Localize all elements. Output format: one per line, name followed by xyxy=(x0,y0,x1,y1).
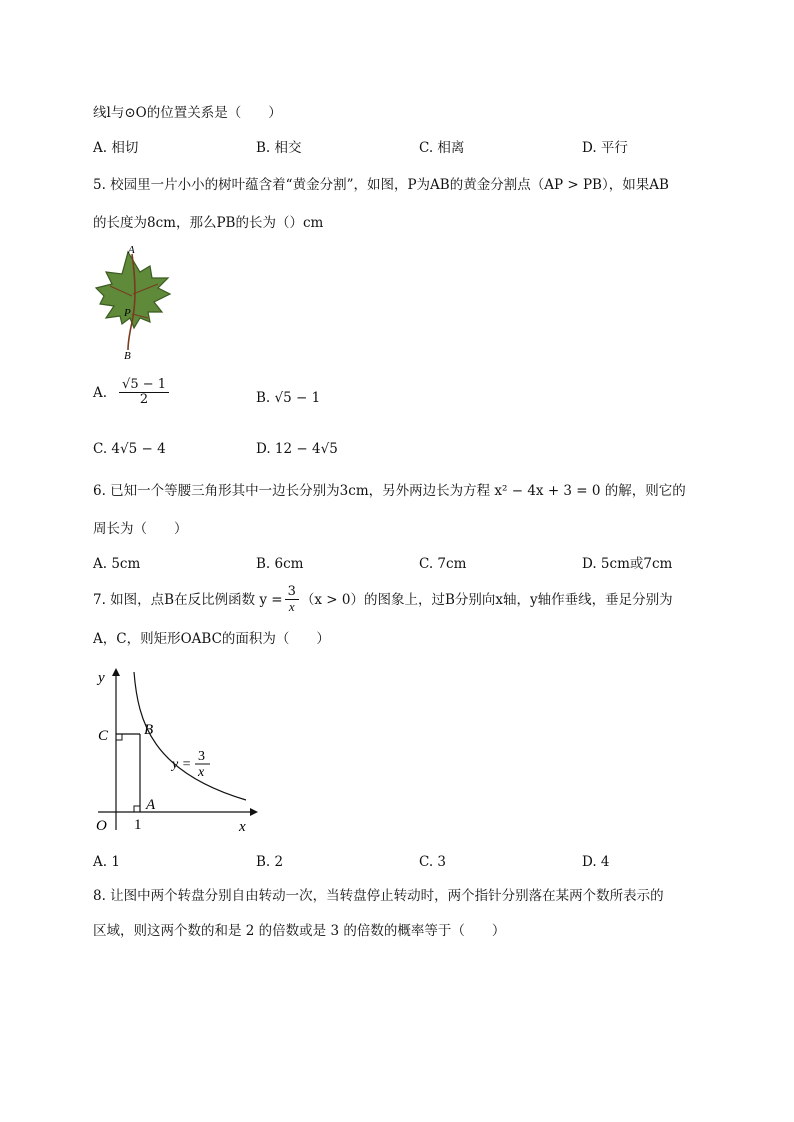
q5-option-a-numerator: √5 − 1 xyxy=(119,378,169,393)
q7-label-y: y xyxy=(98,670,105,686)
q7-curve-frac-den: x xyxy=(198,765,205,780)
q7-fraction-denominator: x xyxy=(288,599,295,615)
q4-option-a: A. 相切 xyxy=(93,140,139,156)
q7-option-d: D. 4 xyxy=(582,854,610,870)
leaf-label-b: B xyxy=(124,350,131,362)
q7-label-c: C xyxy=(98,728,109,744)
q7-label-a: A xyxy=(146,797,156,813)
q7-curve-frac-num: 3 xyxy=(198,749,205,764)
q7-stem-fraction xyxy=(285,585,299,615)
q7-label-b: B xyxy=(144,722,154,738)
q7-fraction-numerator: 3 xyxy=(285,585,299,600)
q4-option-b: B. 相交 xyxy=(256,140,302,156)
leaf-figure xyxy=(92,242,176,362)
q7-right-angle-c xyxy=(116,734,122,740)
q5-option-a-fraction xyxy=(119,378,169,408)
q7-stem-suffix: （x > 0）的图象上，过B分别向x轴，y轴作垂线，垂足分别为 xyxy=(300,591,673,608)
q7-label-one: 1 xyxy=(134,817,142,833)
q5-option-d: D. 12 − 4√5 xyxy=(256,441,338,457)
q6-option-b: B. 6cm xyxy=(256,556,304,572)
q5-stem-line2: 的长度为8cm，那么PB的长为（）cm xyxy=(93,215,324,231)
q6-stem-line2: 周长为（ ） xyxy=(93,521,188,537)
q7-right-angle-a xyxy=(134,806,140,812)
leaf-label-p: P xyxy=(124,307,131,319)
q5-option-a-denominator: 2 xyxy=(139,392,149,408)
q6-option-c: C. 7cm xyxy=(419,556,467,572)
q7-stem-line2: A，C，则矩形OABC的面积为（ ） xyxy=(93,631,330,647)
q7-option-b: B. 2 xyxy=(256,854,284,870)
q5-option-b: B. √5 − 1 xyxy=(256,390,321,406)
q7-x-arrow xyxy=(250,808,258,816)
q7-y-arrow xyxy=(112,668,120,676)
q5-option-c: C. 4√5 − 4 xyxy=(93,441,166,457)
q6-option-d: D. 5cm或7cm xyxy=(582,556,673,572)
q7-label-o: O xyxy=(96,818,107,834)
q7-option-c: C. 3 xyxy=(419,854,447,870)
q4-option-c: C. 相离 xyxy=(419,140,465,156)
q7-stem-line1 xyxy=(93,585,673,615)
q8-stem-line2: 区域，则这两个数的和是 2 的倍数或是 3 的倍数的概率等于（ ） xyxy=(93,923,506,939)
q4-option-d: D. 平行 xyxy=(582,140,628,156)
q5-option-a-letter: A. xyxy=(93,384,108,401)
q7-curve-y-label: y = xyxy=(172,757,192,772)
q8-stem-line1: 8. 让图中两个转盘分别自由转动一次，当转盘停止转动时，两个指针分别落在某两个数所表示的 xyxy=(93,888,664,904)
q4-stem: 线l与⊙O的位置关系是（ ） xyxy=(93,105,282,121)
q7-graph xyxy=(92,662,262,840)
q7-stem-prefix: 7. 如图，点B在反比例函数 y = xyxy=(93,591,283,608)
q7-label-x: x xyxy=(239,819,246,835)
q5-option-a xyxy=(93,378,171,408)
q6-stem-line1: 6. 已知一个等腰三角形其中一边长分别为3cm，另外两边长为方程 x² − 4x + 3 = 0 的解，则它的 xyxy=(93,483,686,499)
leaf-label-a: A xyxy=(128,244,135,256)
q6-option-a: A. 5cm xyxy=(93,556,141,572)
q5-stem-line1: 5. 校园里一片小小的树叶蕴含着“黄金分割”，如图，P为AB的黄金分割点（AP > PB），如果AB xyxy=(93,177,669,193)
q7-option-a: A. 1 xyxy=(93,854,120,870)
